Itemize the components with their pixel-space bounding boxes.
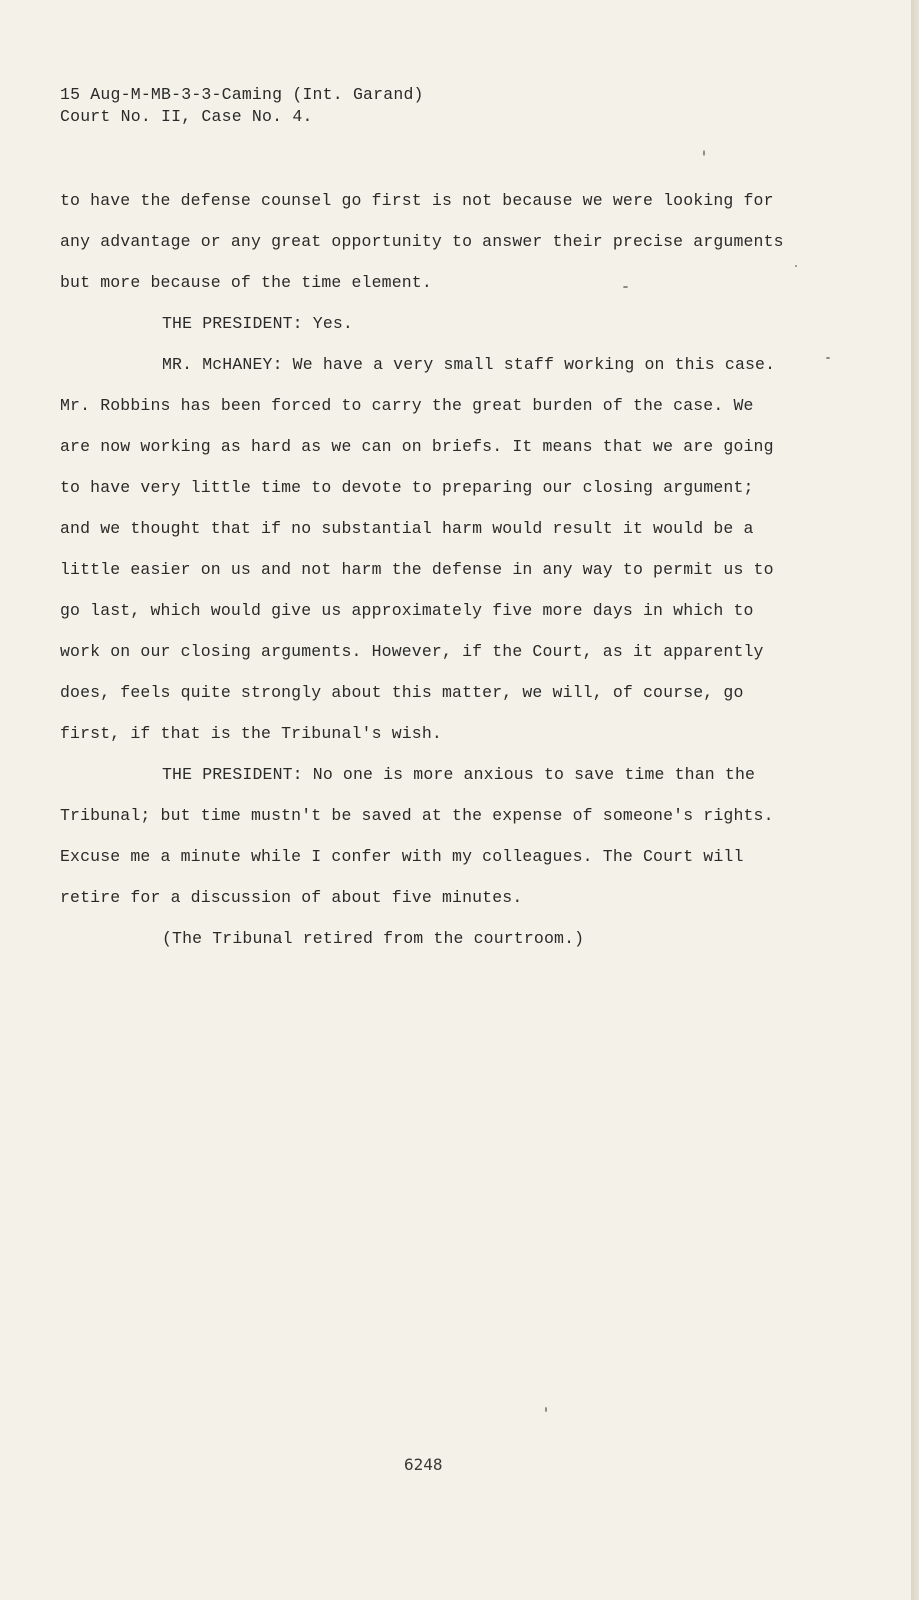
- transcript-line: any advantage or any great opportunity to answer their precise arguments: [60, 232, 784, 251]
- transcript-line-speaker: THE PRESIDENT: No one is more anxious to save time than the: [162, 765, 756, 784]
- transcript-line: and we thought that if no substantial harm would result it would be a: [60, 519, 754, 538]
- transcript-line: to have very little time to devote to preparing our closing argument;: [60, 478, 754, 497]
- paper-speck: [703, 150, 705, 156]
- transcript-line: Excuse me a minute while I confer with my colleagues. The Court will: [60, 847, 744, 866]
- page-number: 6248: [404, 1455, 443, 1474]
- header-session-line: 15 Aug-M-MB-3-3-Caming (Int. Garand): [60, 85, 424, 104]
- header-case-line: Court No. II, Case No. 4.: [60, 107, 313, 126]
- transcript-line: first, if that is the Tribunal's wish.: [60, 724, 442, 743]
- transcript-line: retire for a discussion of about five minutes.: [60, 888, 523, 907]
- transcript-line: does, feels quite strongly about this matter, we will, of course, go: [60, 683, 744, 702]
- transcript-line-speaker: MR. McHANEY: We have a very small staff working on this case.: [162, 355, 776, 374]
- transcript-line: Mr. Robbins has been forced to carry the great burden of the case. We: [60, 396, 754, 415]
- transcript-line-stage-direction: (The Tribunal retired from the courtroom.): [162, 929, 585, 948]
- paper-speck: [623, 286, 628, 288]
- transcript-body: [60, 180, 800, 959]
- document-header: [60, 84, 424, 128]
- paper-speck: [826, 357, 830, 359]
- paper-speck: [795, 265, 797, 267]
- transcript-line: little easier on us and not harm the defense in any way to permit us to: [60, 560, 774, 579]
- transcript-line: go last, which would give us approximately five more days in which to: [60, 601, 754, 620]
- transcript-line: but more because of the time element.: [60, 273, 432, 292]
- transcript-line: Tribunal; but time mustn't be saved at the expense of someone's rights.: [60, 806, 774, 825]
- paper-speck: [545, 1407, 547, 1412]
- transcript-line: work on our closing arguments. However, if the Court, as it apparently: [60, 642, 764, 661]
- transcript-line: are now working as hard as we can on briefs. It means that we are going: [60, 437, 774, 456]
- transcript-line: to have the defense counsel go first is not because we were looking for: [60, 191, 774, 210]
- page-edge: [911, 0, 919, 1600]
- transcript-line-speaker: THE PRESIDENT: Yes.: [162, 314, 353, 333]
